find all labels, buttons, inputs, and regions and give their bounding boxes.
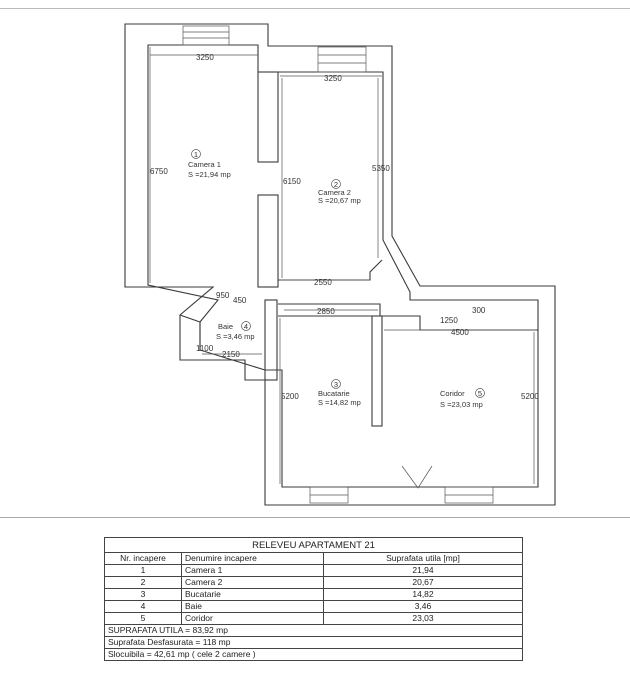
room-name: Coridor xyxy=(440,389,465,398)
room-area: S =21,94 mp xyxy=(188,170,231,179)
cell-name: Baie xyxy=(182,601,324,613)
dim-2150: 2150 xyxy=(222,350,240,359)
room-label-5 xyxy=(440,389,485,410)
dim-300: 300 xyxy=(472,306,486,315)
room-label-4 xyxy=(216,322,255,342)
wall-cam1-cam2-upper xyxy=(258,72,278,162)
room-name: Bucatarie xyxy=(318,389,350,398)
inner-wall-outline xyxy=(148,45,538,487)
dim-1100: 1100 xyxy=(196,344,214,353)
dim-6750: 6750 xyxy=(150,167,168,176)
header-nr: Nr. incapere xyxy=(105,553,182,565)
dim-2550: 2550 xyxy=(314,278,332,287)
outer-walls xyxy=(125,24,555,505)
room-name: Camera 1 xyxy=(188,160,221,169)
room-area: S =3,46 mp xyxy=(216,332,255,341)
summary-row xyxy=(105,649,523,661)
room-area: S =20,67 mp xyxy=(318,196,361,205)
cell-nr: 2 xyxy=(105,577,182,589)
window-camera1 xyxy=(183,26,229,45)
dim-3250-b: 3250 xyxy=(324,74,342,83)
dim-950: 950 xyxy=(216,291,230,300)
dimension-lines xyxy=(150,47,536,484)
summary-suprafata-utila: SUPRAFATA UTILA = 83,92 mp xyxy=(105,625,523,637)
cell-name: Coridor xyxy=(182,613,324,625)
cell-name: Camera 2 xyxy=(182,577,324,589)
outer-wall-outline xyxy=(125,24,555,505)
room-area: S =14,82 mp xyxy=(318,398,361,407)
dim-2850: 2850 xyxy=(317,307,335,316)
door-swing xyxy=(402,466,432,488)
room-number: 2 xyxy=(333,180,339,189)
cell-nr: 4 xyxy=(105,601,182,613)
separator-line xyxy=(0,517,630,518)
room-label-2 xyxy=(318,180,361,206)
wall-cam1-cam2-lower xyxy=(258,195,278,287)
cell-area: 21,94 xyxy=(324,565,523,577)
room-number: 3 xyxy=(333,380,339,389)
cell-nr: 3 xyxy=(105,589,182,601)
summary-slocuibila: Slocuibila = 42,61 mp ( cele 2 camere ) xyxy=(105,649,523,661)
room-label-1 xyxy=(188,150,231,180)
dim-450: 450 xyxy=(233,296,247,305)
cell-area: 20,67 xyxy=(324,577,523,589)
cell-name: Bucatarie xyxy=(182,589,324,601)
wall-bucatarie-left xyxy=(265,300,277,380)
table-row xyxy=(105,613,523,625)
room-label-3 xyxy=(318,380,361,408)
room-number: 5 xyxy=(477,389,483,398)
header-suprafata: Suprafata utila [mp] xyxy=(324,553,523,565)
table-row xyxy=(105,577,523,589)
cell-name: Camera 1 xyxy=(182,565,324,577)
dim-5200-b: 5200 xyxy=(521,392,539,401)
table-row xyxy=(105,601,523,613)
wall-cam2-bottom xyxy=(278,260,382,280)
interior-walls xyxy=(180,72,538,426)
dim-3250-a: 3250 xyxy=(196,53,214,62)
room-name: Baie xyxy=(218,322,234,331)
dim-1250: 1250 xyxy=(440,316,458,325)
windows xyxy=(183,26,493,503)
window-camera2 xyxy=(318,47,366,72)
header-denumire: Denumire incapere xyxy=(182,553,324,565)
summary-suprafata-desfasurata: Suprafata Desfasurata = 118 mp xyxy=(105,637,523,649)
cell-nr: 5 xyxy=(105,613,182,625)
cell-area: 14,82 xyxy=(324,589,523,601)
table-title: RELEVEU APARTAMENT 21 xyxy=(105,538,523,553)
wall-bucatarie-coridor xyxy=(372,316,382,426)
cell-area: 3,46 xyxy=(324,601,523,613)
summary-row xyxy=(105,625,523,637)
table-row xyxy=(105,589,523,601)
table-row xyxy=(105,565,523,577)
dim-5200-a: 5200 xyxy=(281,392,299,401)
room-area: S =23,03 mp xyxy=(440,400,483,409)
room-number: 4 xyxy=(243,322,249,331)
room-number: 1 xyxy=(193,150,199,159)
dim-5350: 5350 xyxy=(372,164,390,173)
summary-row xyxy=(105,637,523,649)
room-name: Camera 2 xyxy=(318,188,351,197)
area-table xyxy=(104,537,523,661)
cell-area: 23,03 xyxy=(324,613,523,625)
dim-4500: 4500 xyxy=(451,328,469,337)
table-header-row xyxy=(105,553,523,565)
dim-6150: 6150 xyxy=(283,177,301,186)
cell-nr: 1 xyxy=(105,565,182,577)
